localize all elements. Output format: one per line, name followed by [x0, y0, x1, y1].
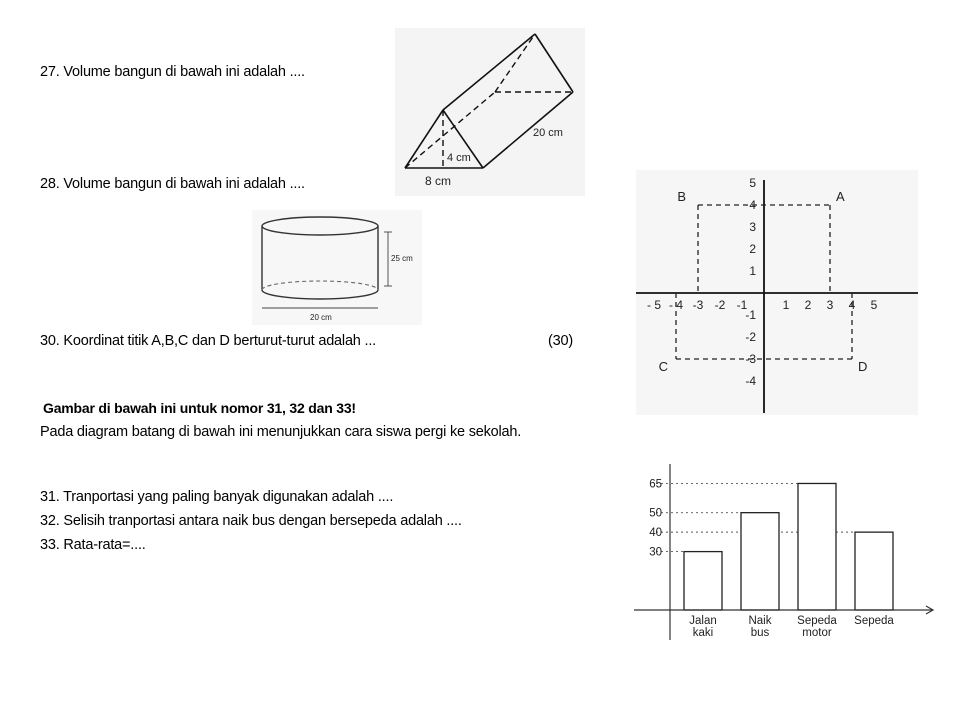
- coordinate-y-tick-label: 3: [749, 220, 756, 234]
- cylinder-figure: [252, 210, 422, 325]
- coordinate-x-tick-label: - 4: [668, 298, 684, 312]
- cylinder-height-label: 25 cm: [391, 254, 413, 263]
- x-tick-label-line: motor: [802, 627, 832, 639]
- coordinate-x-tick-label: 1: [782, 298, 790, 312]
- question-30: 30. Koordinat titik A,B,C dan D berturut-turut adalah ...: [40, 333, 376, 349]
- question-33: 33. Rata-rata=....: [40, 537, 146, 553]
- x-tick-label: [748, 615, 771, 639]
- point-a-label: A: [836, 189, 845, 204]
- coordinate-y-tick-label: 1: [749, 264, 756, 278]
- prism-figure: [395, 28, 585, 196]
- x-tick-label: [854, 615, 894, 627]
- bar: [798, 483, 836, 610]
- y-tick-label: 40: [649, 527, 662, 540]
- coordinate-x-tick-label: -3: [692, 298, 704, 312]
- x-tick-label: [797, 615, 837, 639]
- prism-length-label: 20 cm: [533, 127, 563, 139]
- coordinate-y-tick-label: -3: [745, 352, 756, 366]
- prism-scan-background: [395, 28, 585, 196]
- coordinate-x-tick-label: 5: [870, 298, 878, 312]
- coordinate-x-tick-label: 3: [826, 298, 834, 312]
- coordinate-x-tick-label: -1: [736, 298, 748, 312]
- question-32: 32. Selisih tranportasi antara naik bus dengan bersepeda adalah ....: [40, 513, 462, 529]
- coordinate-y-tick-label: 5: [749, 176, 756, 190]
- x-tick-label-line: Jalan: [689, 615, 717, 627]
- bar: [741, 513, 779, 610]
- question-31: 31. Tranportasi yang paling banyak digunakan adalah ....: [40, 489, 394, 505]
- prism-height-label: 4 cm: [447, 152, 471, 164]
- coordinate-x-tick-label: -2: [714, 298, 726, 312]
- chart-note-heading: Gambar di bawah ini untuk nomor 31, 32 dan 33!: [43, 400, 356, 416]
- x-tick-label-line: bus: [750, 627, 770, 639]
- y-tick-label: 65: [649, 478, 662, 491]
- question-27: 27. Volume bangun di bawah ini adalah ....: [40, 64, 305, 80]
- question-28: 28. Volume bangun di bawah ini adalah ....: [40, 176, 305, 192]
- x-tick-label-line: Naik: [748, 615, 772, 627]
- prism-base-label: 8 cm: [425, 174, 452, 188]
- coordinate-y-tick-label: 2: [749, 242, 756, 256]
- question-30-mark: (30): [548, 333, 573, 349]
- x-tick-label: [689, 615, 717, 639]
- coordinate-y-tick-label: 4: [749, 198, 756, 212]
- coordinate-x-tick-label: 2: [804, 298, 812, 312]
- y-tick-label: 50: [649, 507, 662, 520]
- coordinate-y-tick-label: -2: [745, 330, 756, 344]
- bar-chart: [630, 462, 934, 644]
- coordinate-x-tick-label: 4: [848, 298, 856, 312]
- cylinder-diameter-label: 20 cm: [310, 313, 332, 322]
- coordinate-y-tick-label: -4: [745, 374, 756, 388]
- coordinate-plane: [636, 170, 918, 415]
- coordinate-y-tick-label: -1: [745, 308, 756, 322]
- x-tick-label-line: kaki: [692, 627, 714, 639]
- y-tick-label: 30: [649, 546, 662, 559]
- bar: [855, 532, 893, 610]
- bar: [684, 552, 722, 610]
- chart-note-description: Pada diagram batang di bawah ini menunjukkan cara siswa pergi ke sekolah.: [40, 424, 522, 440]
- x-tick-label-line: Sepeda: [797, 615, 837, 627]
- point-b-label: B: [677, 189, 686, 204]
- point-d-label: D: [858, 359, 868, 374]
- point-c-label: C: [658, 359, 668, 374]
- coordinate-x-tick-label: - 5: [646, 298, 662, 312]
- x-tick-label-line: Sepeda: [854, 615, 894, 627]
